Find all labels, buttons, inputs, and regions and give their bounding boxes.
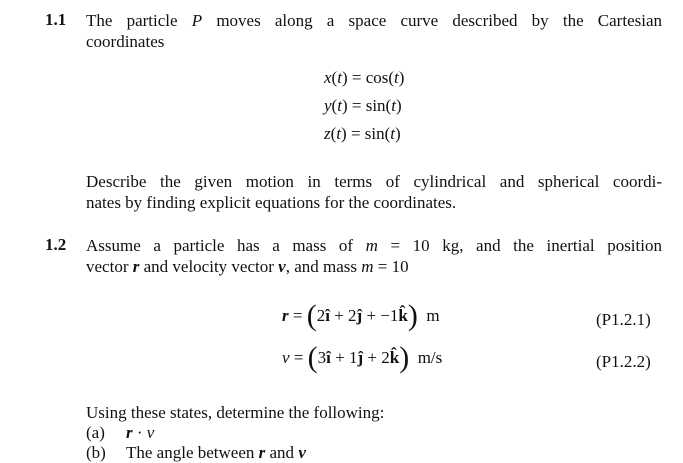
problem-intro-line: Assume a particle has a mass of m = 10 kg, and the inertial position bbox=[86, 236, 662, 255]
problem-task-line: nates by finding explicit equations for the coordinates. bbox=[86, 193, 457, 212]
problem-number: 1.1 bbox=[45, 10, 67, 29]
part-text: The angle between r and v bbox=[126, 443, 306, 462]
problem-intro-line: The particle P moves along a space curve described by the Cartesian bbox=[86, 11, 662, 30]
problem-intro-line: vector r and velocity vector v, and mass m = 10 bbox=[86, 257, 409, 276]
equation-y: y(t) = sin(t) bbox=[324, 96, 402, 115]
equation-velocity: v = (3î + 1ĵ + 2k̂) m/s bbox=[282, 341, 443, 374]
equation-label: (P1.2.2) bbox=[596, 352, 651, 371]
equation-x: x(t) = cos(t) bbox=[324, 68, 405, 87]
equation-z: z(t) = sin(t) bbox=[324, 124, 401, 143]
problem-intro-line: coordinates bbox=[86, 32, 165, 51]
part-text: r · v bbox=[126, 423, 155, 442]
problem-prompt: Using these states, determine the following: bbox=[86, 403, 385, 422]
problem-task-line: Describe the given motion in terms of cylindrical and spherical coordi- bbox=[86, 172, 662, 191]
part-label: (a) bbox=[86, 423, 105, 442]
equation-position: r = (2î + 2ĵ + −1k̂) m bbox=[282, 299, 440, 332]
part-label: (b) bbox=[86, 443, 106, 462]
equation-label: (P1.2.1) bbox=[596, 310, 651, 329]
problem-number: 1.2 bbox=[45, 235, 67, 254]
